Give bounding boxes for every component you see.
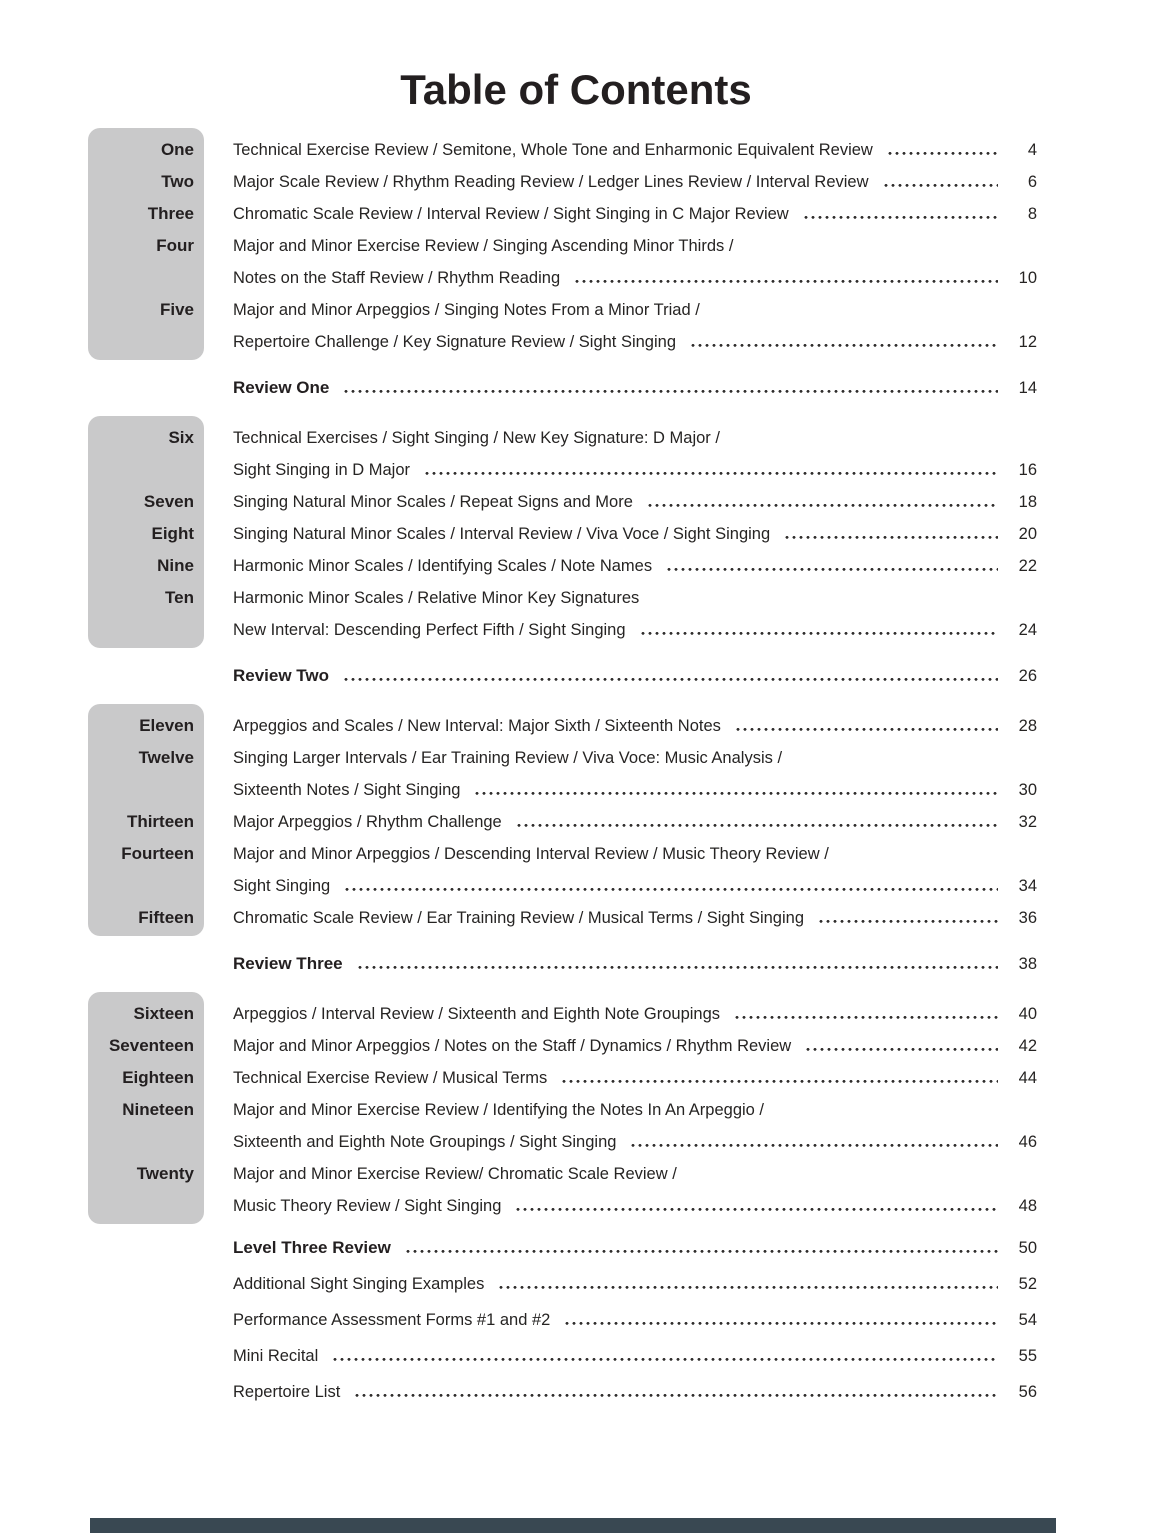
unit-number: Nine — [157, 556, 194, 575]
toc-entry-six — [88, 422, 1037, 486]
entry-text: Singing Natural Minor Scales / Repeat Signs and More — [233, 493, 633, 511]
entry-text: Major and Minor Arpeggios / Singing Notes From a Minor Triad / — [233, 301, 700, 319]
toc-entry-two — [88, 166, 1037, 198]
toc-entry-seventeen — [88, 1030, 1037, 1062]
dot-leader — [690, 344, 998, 347]
toc-body — [88, 128, 1037, 1410]
page-number: 56 — [1018, 1383, 1037, 1401]
dot-leader — [516, 824, 998, 827]
toc-entry-ten — [88, 582, 1037, 646]
tail-label: Level Three Review — [233, 1238, 391, 1257]
page-number: 24 — [1018, 621, 1037, 639]
page-number: 40 — [1018, 1005, 1037, 1023]
review-label: Review One — [233, 378, 330, 397]
toc-entry-eight — [88, 518, 1037, 550]
unit-number: Twenty — [136, 1164, 194, 1183]
toc-entry-fifteen — [88, 902, 1037, 934]
page-number: 32 — [1018, 813, 1037, 831]
dot-leader — [561, 1080, 998, 1083]
toc-entry-twenty — [88, 1158, 1037, 1222]
page-number: 54 — [1018, 1311, 1037, 1329]
dot-leader — [735, 728, 998, 731]
dot-leader — [734, 1016, 998, 1019]
tail-label: Performance Assessment Forms #1 and #2 — [233, 1311, 551, 1329]
review-one-row — [233, 360, 1037, 416]
dot-leader — [344, 888, 998, 891]
dot-leader — [883, 184, 998, 187]
entry-text: Notes on the Staff Review / Rhythm Reading — [233, 269, 561, 287]
entry-text: Major Scale Review / Rhythm Reading Review / Ledger Lines Review / Interval Review — [233, 173, 869, 191]
unit-number: Eleven — [139, 716, 194, 735]
toc-entry-thirteen — [88, 806, 1037, 838]
dot-leader — [630, 1144, 998, 1147]
entry-text: Major and Minor Exercise Review / Identifying the Notes In An Arpeggio / — [233, 1101, 765, 1119]
unit-number: Fifteen — [138, 908, 194, 927]
entry-text: Chromatic Scale Review / Interval Review / Sight Singing in C Major Review — [233, 205, 789, 223]
entry-text: Sight Singing in D Major — [233, 461, 411, 479]
page-number: 46 — [1018, 1133, 1037, 1151]
entry-text: Music Theory Review / Sight Singing — [233, 1197, 502, 1215]
dot-leader — [647, 504, 998, 507]
dot-leader — [818, 920, 998, 923]
unit-group-2 — [88, 416, 1037, 648]
page-number: 20 — [1018, 525, 1037, 543]
entry-text: Arpeggios / Interval Review / Sixteenth and Eighth Note Groupings — [233, 1005, 721, 1023]
entry-text: Technical Exercises / Sight Singing / New Key Signature: D Major / — [233, 429, 720, 447]
dot-leader — [498, 1286, 998, 1289]
footer-band — [90, 1518, 1056, 1533]
toc-entry-twelve — [88, 742, 1037, 806]
dot-leader — [424, 472, 998, 475]
entry-text: Major and Minor Exercise Review / Singing Ascending Minor Thirds / — [233, 237, 734, 255]
entry-text: Major and Minor Arpeggios / Descending Interval Review / Music Theory Review / — [233, 845, 829, 863]
toc-entry-four — [88, 230, 1037, 294]
dot-leader — [343, 390, 998, 393]
dot-leader — [354, 1394, 998, 1397]
unit-number: Nineteen — [122, 1100, 194, 1119]
dot-leader — [357, 966, 998, 969]
entry-text: Major Arpeggios / Rhythm Challenge — [233, 813, 502, 831]
toc-entry-eleven — [88, 710, 1037, 742]
toc-entry-eighteen — [88, 1062, 1037, 1094]
page-number: 38 — [1018, 955, 1037, 973]
entry-text: Sixteenth and Eighth Note Groupings / Sight Singing — [233, 1133, 617, 1151]
unit-group-1 — [88, 128, 1037, 360]
entry-text: Singing Larger Intervals / Ear Training Review / Viva Voce: Music Analysis / — [233, 749, 783, 767]
dot-leader — [805, 1048, 998, 1051]
toc-entry-three — [88, 198, 1037, 230]
dot-leader — [640, 632, 998, 635]
additional-sight-singing-row — [233, 1266, 1037, 1302]
page-number: 8 — [1027, 205, 1037, 223]
page-number: 34 — [1018, 877, 1037, 895]
unit-number: Four — [156, 236, 194, 255]
page-number: 30 — [1018, 781, 1037, 799]
dot-leader — [803, 216, 998, 219]
page-number: 16 — [1018, 461, 1037, 479]
entry-text: Technical Exercise Review / Semitone, Whole Tone and Enharmonic Equivalent Review — [233, 141, 873, 159]
page-number: 12 — [1018, 333, 1037, 351]
unit-number: Three — [147, 204, 194, 223]
unit-group-4 — [88, 992, 1037, 1224]
dot-leader — [515, 1208, 998, 1211]
entry-text: Harmonic Minor Scales / Relative Minor Key Signatures — [233, 589, 640, 607]
dot-leader — [474, 792, 998, 795]
unit-number: Ten — [165, 588, 194, 607]
page-number: 26 — [1018, 667, 1037, 685]
entry-text: Major and Minor Exercise Review/ Chromatic Scale Review / — [233, 1165, 677, 1183]
review-two-row — [233, 648, 1037, 704]
toc-entry-sixteen — [88, 998, 1037, 1030]
unit-number: Eighteen — [122, 1068, 194, 1087]
entry-text: Repertoire Challenge / Key Signature Review / Sight Singing — [233, 333, 677, 351]
tail-label: Additional Sight Singing Examples — [233, 1275, 485, 1293]
entry-text: Harmonic Minor Scales / Identifying Scales / Note Names — [233, 557, 653, 575]
unit-number: Thirteen — [126, 812, 194, 831]
toc-entry-fourteen — [88, 838, 1037, 902]
unit-number: Fourteen — [121, 844, 194, 863]
toc-entry-five — [88, 294, 1037, 358]
level-three-review-row — [233, 1230, 1037, 1266]
page-title: Table of Contents — [400, 66, 752, 113]
page-number: 18 — [1018, 493, 1037, 511]
page-number: 28 — [1018, 717, 1037, 735]
tail-label: Mini Recital — [233, 1347, 319, 1365]
unit-number: Seven — [143, 492, 194, 511]
page-number: 14 — [1018, 379, 1037, 397]
unit-number: Seventeen — [108, 1036, 194, 1055]
unit-number: One — [160, 140, 194, 159]
page-number: 6 — [1027, 173, 1037, 191]
unit-group-3 — [88, 704, 1037, 936]
entry-text: Arpeggios and Scales / New Interval: Major Sixth / Sixteenth Notes — [233, 717, 721, 735]
dot-leader — [332, 1358, 998, 1361]
entry-text: Sixteenth Notes / Sight Singing — [233, 781, 461, 799]
page-number: 22 — [1018, 557, 1037, 575]
page-number: 4 — [1027, 141, 1037, 159]
repertoire-list-row — [233, 1374, 1037, 1410]
dot-leader — [564, 1322, 998, 1325]
review-label: Review Two — [233, 666, 330, 685]
entry-text: New Interval: Descending Perfect Fifth / Sight Singing — [233, 621, 626, 639]
entry-text: Singing Natural Minor Scales / Interval Review / Viva Voce / Sight Singing — [233, 525, 771, 543]
review-label: Review Three — [233, 954, 343, 973]
page-number: 52 — [1018, 1275, 1037, 1293]
dot-leader — [574, 280, 998, 283]
dot-leader — [887, 152, 998, 155]
unit-number: Twelve — [138, 748, 194, 767]
tail-section — [233, 1230, 1037, 1410]
performance-assessment-row — [233, 1302, 1037, 1338]
dot-leader — [666, 568, 998, 571]
dot-leader — [784, 536, 998, 539]
unit-number: Six — [168, 428, 194, 447]
entry-text: Sight Singing — [233, 877, 331, 895]
page-number: 10 — [1018, 269, 1037, 287]
mini-recital-row — [233, 1338, 1037, 1374]
entry-text: Technical Exercise Review / Musical Terms — [233, 1069, 548, 1087]
toc-entry-nineteen — [88, 1094, 1037, 1158]
page-number: 55 — [1018, 1347, 1037, 1365]
page-number: 36 — [1018, 909, 1037, 927]
tail-label: Repertoire List — [233, 1383, 341, 1401]
unit-number: Two — [161, 172, 194, 191]
toc-entry-seven — [88, 486, 1037, 518]
page-number: 50 — [1018, 1239, 1037, 1257]
review-three-row — [233, 936, 1037, 992]
entry-text: Major and Minor Arpeggios / Notes on the Staff / Dynamics / Rhythm Review — [233, 1037, 792, 1055]
dot-leader — [343, 678, 998, 681]
entry-text: Chromatic Scale Review / Ear Training Review / Musical Terms / Sight Singing — [233, 909, 804, 927]
toc-entry-one — [88, 134, 1037, 166]
page-number: 44 — [1018, 1069, 1037, 1087]
page-number: 48 — [1018, 1197, 1037, 1215]
page-number: 42 — [1018, 1037, 1037, 1055]
unit-number: Sixteen — [133, 1004, 194, 1023]
dot-leader — [405, 1250, 998, 1253]
unit-number: Eight — [151, 524, 194, 543]
toc-entry-nine — [88, 550, 1037, 582]
unit-number: Five — [159, 300, 194, 319]
